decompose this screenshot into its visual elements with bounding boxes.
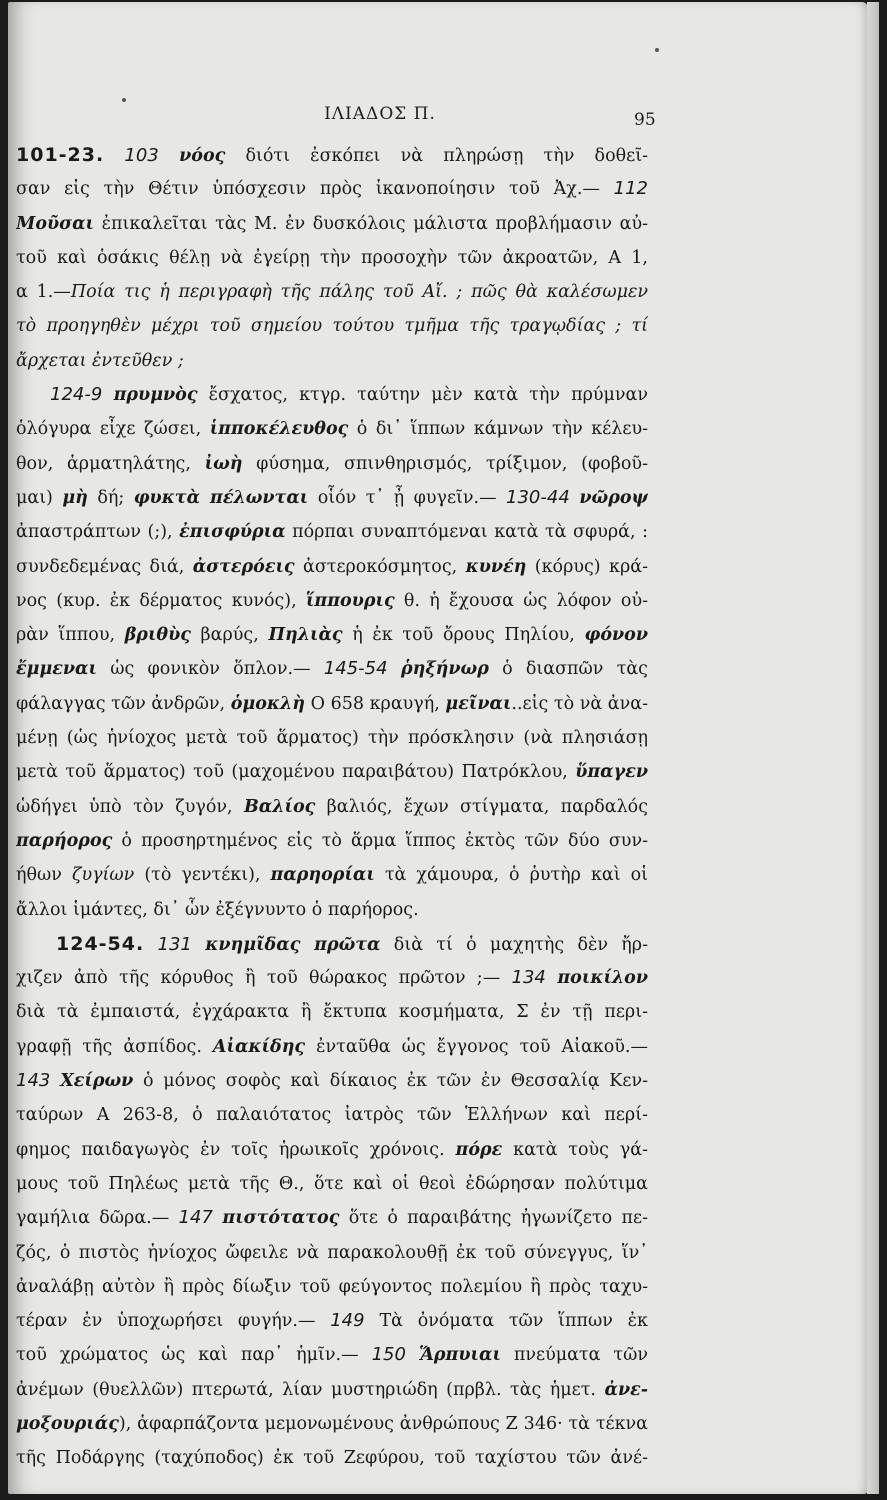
lemma: φόνον: [584, 625, 648, 646]
text-run: βαρύς,: [190, 625, 269, 646]
text-run: γραφῇ τῆς ἀσπίδος.: [16, 1036, 213, 1057]
text-line: [16, 172, 648, 206]
text-run: συνδεδεμένας διά,: [16, 556, 193, 577]
text-run: ζυγίων: [71, 865, 135, 886]
verse-ref: 130-44: [506, 486, 580, 508]
text-run: πνεύματα τῶν: [500, 1345, 648, 1366]
lemma: ἔμμεναι: [16, 659, 97, 680]
text-run: μετὰ τοῦ ἅρματος) τοῦ (μαχομένου παραιβάτου) Πατρόκλου,: [16, 762, 576, 783]
section-number: 124-54.: [56, 932, 145, 955]
verse-ref: 149: [330, 1310, 380, 1332]
text-line: [16, 893, 648, 927]
text-run: ρὰν ἵππου,: [16, 625, 125, 646]
text-line: [16, 995, 648, 1029]
lemma: παρηορίαι: [270, 865, 375, 886]
paper-speck: [655, 48, 659, 52]
text-line: [16, 1133, 648, 1167]
text-run: κατὰ τοὺς γά-: [502, 1139, 648, 1160]
text-line: [16, 275, 648, 309]
text-run: τὰ χάμουρα, ὁ ῥυτὴρ καὶ οἱ: [374, 865, 648, 886]
text-line: [16, 858, 648, 892]
lemma: ἐπισφύρια: [179, 522, 286, 543]
text-run: [104, 146, 124, 166]
lemma: ἵππουρις: [305, 590, 395, 611]
lemma: πόρε: [455, 1139, 503, 1160]
text-run: ἡ ἐκ τοῦ ὄρους Πηλίου,: [342, 625, 585, 646]
text-run: ὡς φονικὸν ὅπλον.—: [96, 659, 324, 680]
text-run: τῆς Ποδάργης (ταχύποδος) ἐκ τοῦ Ζεφύρου, τοῦ ταχίστου τῶν ἀνέ-: [16, 1448, 648, 1469]
text-line: [16, 790, 648, 824]
lemma: ἀστερόεις: [192, 556, 295, 577]
text-line: [16, 618, 648, 652]
lemma: ὁμοκλὴ: [230, 693, 305, 714]
text-run: ἐνταῦθα ὡς ἔγγονος τοῦ Αἰακοῦ.—: [305, 1036, 648, 1057]
commentary-text: [16, 138, 648, 1476]
text-run: ..εἰς τὸ νὰ ἀνα-: [511, 693, 648, 714]
text-run: σαν εἰς τὴν Θέτιν ὑπόσχεσιν πρὸς ἱκανοποίησιν τοῦ Ἀχ.—: [16, 179, 614, 200]
text-run: ὁ διασπῶν τὰς: [488, 659, 648, 680]
text-line: [16, 1236, 648, 1270]
lemma: ῥηξήνωρ: [400, 659, 489, 680]
lemma: ἀνε-: [604, 1379, 648, 1400]
verse-ref: 131: [157, 933, 206, 955]
lemma: Ἅρπυιαι: [419, 1345, 501, 1366]
text-line: [16, 1338, 648, 1372]
lemma: Πηλιὰς: [268, 625, 343, 646]
text-run: ὅτε ὁ παραιβάτης ἠγωνίζετο πε-: [339, 1208, 648, 1229]
page-number: 95: [634, 110, 656, 130]
paper-speck: [122, 98, 126, 102]
text-line: [16, 961, 648, 995]
text-run: ἄρχεται ἐντεῦθεν ;: [16, 350, 184, 371]
text-run: δή;: [87, 487, 134, 508]
lemma: πρυμνὸς: [113, 385, 198, 406]
verse-ref: 147: [178, 1207, 223, 1229]
text-run: (κόρυς) κρά-: [526, 556, 648, 577]
verse-ref: 150: [371, 1344, 420, 1366]
text-run: μους τοῦ Πηλέως μετὰ τῆς Θ., ὅτε καὶ οἱ θεοὶ ἐδώρησαν πολύτιμα: [16, 1173, 648, 1194]
verse-ref: 103: [124, 145, 180, 166]
text-line: [16, 1270, 648, 1304]
lemma: μοξουριάς: [16, 1413, 119, 1434]
text-run: βαλιός, ἔχων στίγματα, παρδαλός: [315, 796, 648, 817]
text-run: διὰ τί ὁ μαχητὴς δὲν ἤρ-: [380, 934, 648, 955]
text-run: ἔσχατος, κτγρ. ταύτην μὲν κατὰ τὴν πρύμναν: [197, 385, 648, 406]
text-run: ὡδήγει ὑπὸ τὸν ζυγόν,: [16, 796, 244, 817]
text-run: φύσημα, σπινθηρισμός, τρίξιμον, (φοβοῦ-: [242, 453, 648, 474]
text-line: [16, 344, 648, 378]
text-line: [16, 378, 648, 412]
text-run: θ. ἡ ἔχουσα ὡς λόφον οὐ-: [394, 590, 648, 611]
text-run: μαι): [16, 487, 63, 508]
text-line: [16, 687, 648, 721]
text-run: ἀνέμων (θυελλῶν) πτερωτά, λίαν μυστηριώδη (πρβλ. τὰς ἡμετ.: [16, 1379, 605, 1400]
text-run: ), ἁφαρπάζοντα μεμονωμένους ἀνθρώπους Ζ 346· τὰ τέκνα: [118, 1413, 648, 1434]
running-title: ΙΛΙΑΔΟΣ Π.: [324, 104, 436, 124]
text-run: τὸ προηγηθὲν μέχρι τοῦ σημείου τούτου τμῆμα τῆς τραγῳδίας ; τί: [16, 316, 648, 337]
lemma: ἱπποκέλευθος: [209, 419, 349, 440]
text-line: [16, 309, 648, 343]
text-line: [16, 721, 648, 755]
text-run: ὁ μόνος σοφὸς καὶ δίκαιος ἐκ τῶν ἐν Θεσσαλίᾳ Κεν-: [133, 1071, 648, 1092]
text-run: α 1.—: [16, 282, 71, 303]
lemma: ποικίλον: [557, 968, 648, 989]
text-run: νος (κυρ. ἐκ δέρματος κυνός),: [16, 590, 306, 611]
lemma: κνημῖδας πρῶτα: [205, 934, 381, 955]
text-line: [16, 447, 648, 481]
text-run: ταύρων Α 263-8, ὁ παλαιότατος ἰατρὸς τῶν Ἑλλήνων καὶ περί-: [16, 1105, 648, 1126]
text-run: [144, 935, 157, 955]
text-line: [16, 241, 648, 275]
lemma: βριθὺς: [124, 625, 191, 646]
lemma: νῶροψ: [579, 487, 648, 508]
text-run: Ποία τις ἡ περιγραφὴ τῆς πάλης τοῦ Αἴ. ; πῶς θὰ καλέσωμεν: [70, 282, 648, 303]
lemma: παρήορος: [16, 830, 113, 851]
text-run: διότι ἐσκόπει νὰ πληρώσῃ τὴν δοθεῖ-: [225, 146, 648, 166]
text-line: [16, 515, 648, 549]
text-run: ὁλόγυρα εἶχε ζώσει,: [16, 419, 210, 440]
text-line: [16, 652, 648, 686]
page-edge: [867, 2, 879, 1494]
section-number: 101-23.: [16, 144, 105, 166]
text-run: ζός, ὁ πιστὸς ἡνίοχος ὤφειλε νὰ παρακολουθῇ ἐκ τοῦ σύνεγγυς, ἵν᾽: [16, 1242, 648, 1263]
lemma: κυνέη: [465, 556, 527, 577]
verse-ref: 143: [16, 1070, 61, 1092]
lemma: φυκτὰ πέλωνται: [133, 487, 309, 508]
text-run: χιζεν ἀπὸ τῆς κόρυθος ἢ τοῦ θώρακος πρῶτον ;—: [16, 968, 512, 989]
verse-ref: 145-54: [323, 658, 401, 680]
lemma: μὴ: [62, 487, 88, 508]
text-run: φάλαγγας τῶν ἀνδρῶν,: [16, 693, 231, 714]
lemma: νόος: [179, 146, 226, 166]
text-line: [16, 1441, 648, 1475]
text-line: [16, 138, 648, 172]
lemma: Αἰακίδης: [212, 1036, 306, 1057]
lemma: Βαλίος: [243, 796, 316, 817]
lemma: ὕπαγεν: [575, 762, 648, 783]
text-run: ἐπικαλεῖται τὰς Μ. ἐν δυσκόλοις μάλιστα προβλήμασιν αὐ-: [94, 213, 648, 234]
text-line: [16, 412, 648, 446]
text-line: [16, 927, 648, 961]
lemma: πιστότατος: [222, 1208, 340, 1229]
text-line: [16, 1064, 648, 1098]
verse-ref: 112: [613, 178, 648, 200]
text-run: τοῦ χρώματος ὡς καὶ παρ᾽ ἡμῖν.—: [16, 1345, 372, 1366]
verse-ref: 124-9: [50, 384, 114, 406]
text-line: [16, 584, 648, 618]
text-run: ήθων: [16, 865, 72, 886]
text-run: ὁ προσηρτημένος εἰς τὸ ἅρμα ἵππος ἐκτὸς τῶν δύο συν-: [112, 830, 648, 851]
text-line: [16, 1407, 648, 1441]
text-run: πόρπαι συναπτόμεναι κατὰ τὰ σφυρά, :: [285, 522, 648, 543]
text-run: γαμήλια δῶρα.—: [16, 1208, 179, 1229]
text-run: ἀναλάβῃ αὐτὸν ἢ πρὸς δίωξιν τοῦ φεύγοντος πολεμίου ἢ πρὸς ταχυ-: [16, 1276, 648, 1297]
text-line: [16, 481, 648, 515]
text-line: [16, 1098, 648, 1132]
text-run: Ο 658 κραυγή,: [305, 693, 446, 714]
text-run: μένῃ (ὡς ἡνίοχος μετὰ τοῦ ἅρματος) τὴν πρόσκλησιν (νὰ πλησιάσῃ: [16, 728, 648, 749]
text-run: (τὸ γεντέκι),: [134, 865, 271, 886]
text-line: [16, 550, 648, 584]
lemma: ἰωὴ: [204, 453, 243, 474]
text-run: ἀπαστράπτων (;),: [16, 522, 180, 543]
verse-ref: 134: [511, 967, 558, 989]
text-line: [16, 1030, 648, 1064]
text-run: τοῦ καὶ ὁσάκις θέλῃ νὰ ἐγείρῃ τὴν προσοχὴν τῶν ἀκροατῶν, Α 1,: [16, 247, 648, 268]
text-run: θον, ἁρματηλάτης,: [16, 453, 205, 474]
lemma: Μοῦσαι: [16, 213, 95, 234]
text-line: [16, 207, 648, 241]
text-line: [16, 1373, 648, 1407]
text-line: [16, 1167, 648, 1201]
text-run: Τὰ ὀνόματα τῶν ἵππων ἐκ: [379, 1311, 648, 1332]
text-run: ὁ δι᾽ ἵππων κάμνων τὴν κέλευ-: [348, 419, 648, 440]
text-run: ἀστεροκόσμητος,: [294, 556, 466, 577]
text-run: διὰ τὰ ἐμπαιστά, ἐγχάρακτα ἢ ἔκτυπα κοσμήματα, Σ ἐν τῇ περι-: [16, 1002, 648, 1023]
text-run: οἷόν τ᾽ ᾖ φυγεῖν.—: [308, 487, 507, 508]
text-line: [16, 1304, 648, 1338]
text-run: φημος παιδαγωγὸς ἐν τοῖς ἡρωικοῖς χρόνοις.: [16, 1139, 456, 1160]
text-line: [16, 824, 648, 858]
lemma: μεῖναι: [445, 693, 512, 714]
text-run: ἄλλοι ἱμάντες, δι᾽ ὧν ἐξέγνυντο ὁ παρήορος.: [16, 899, 419, 920]
lemma: Χείρων: [60, 1071, 134, 1092]
text-run: τέραν ἐν ὑποχωρήσει φυγήν.—: [16, 1311, 331, 1332]
text-line: [16, 1201, 648, 1235]
text-line: [16, 755, 648, 789]
